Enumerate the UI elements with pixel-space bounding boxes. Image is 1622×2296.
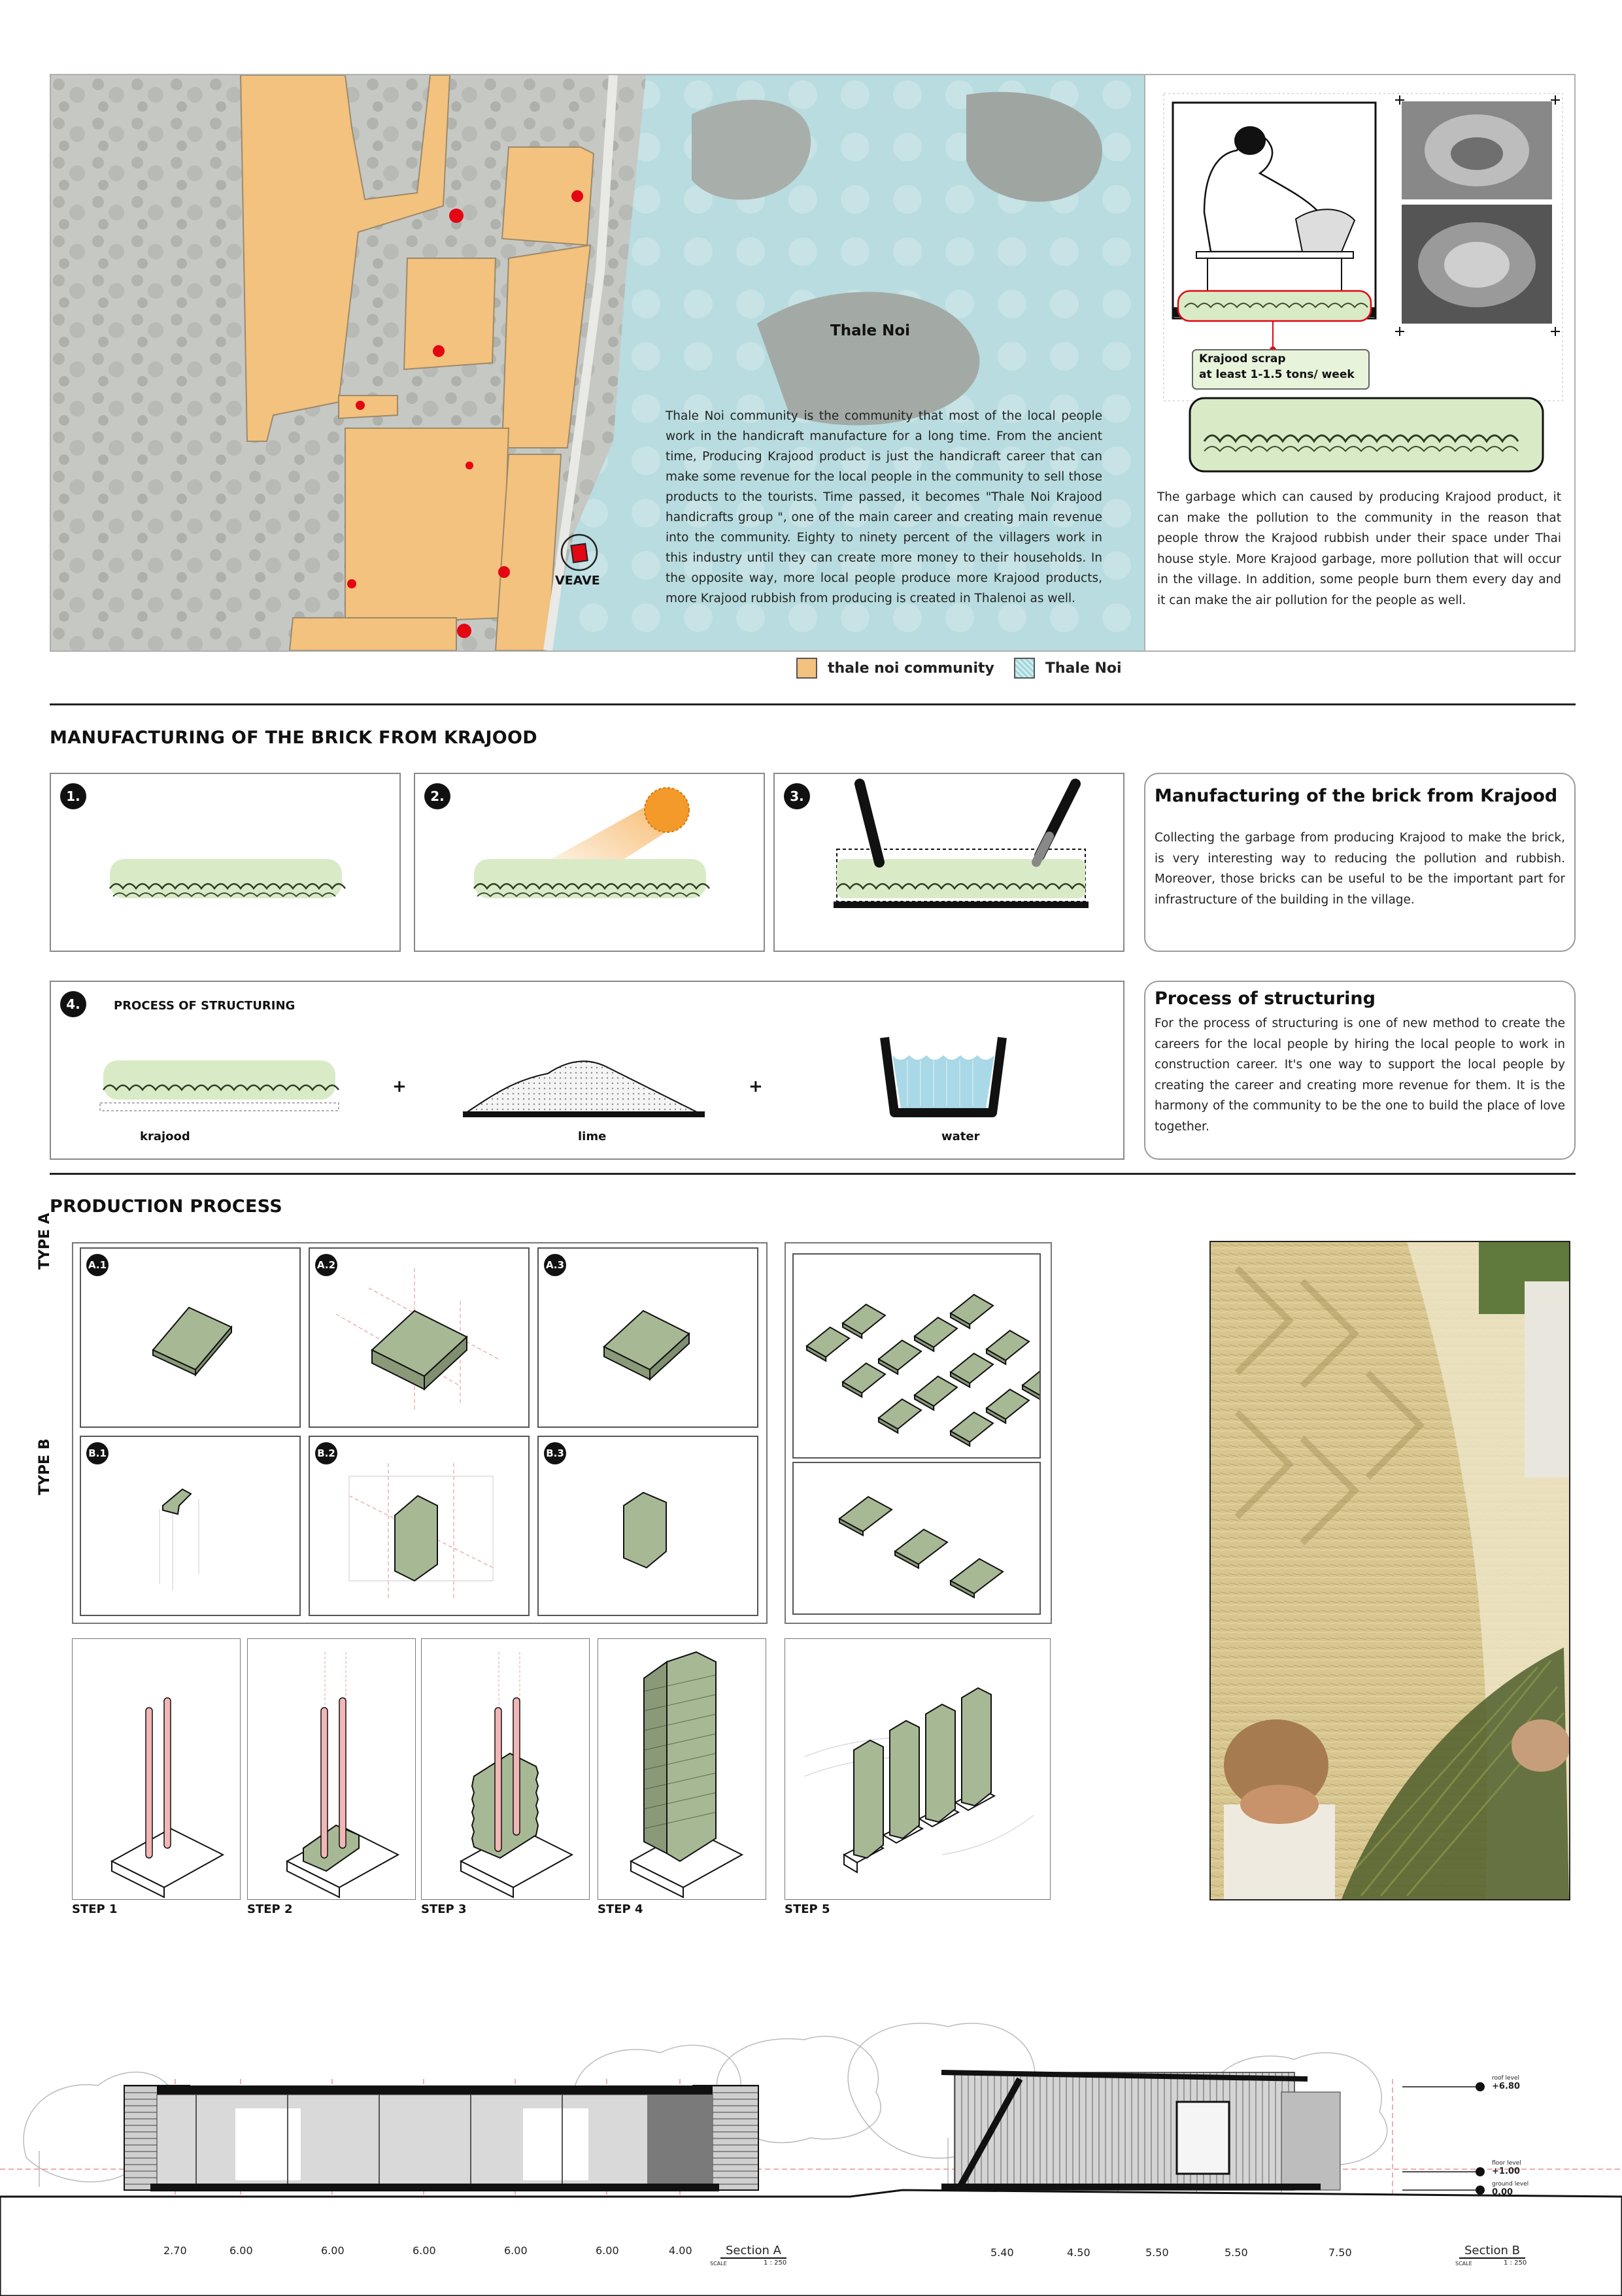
divider-2	[50, 1173, 1576, 1175]
b1-badge: B.1	[86, 1442, 109, 1464]
brick-a1-icon	[81, 1249, 299, 1427]
step-1-badge: 1.	[60, 783, 86, 809]
module-a1	[80, 1247, 301, 1428]
map-legend	[796, 657, 1122, 679]
manufacturing-title: MANUFACTURING OF THE BRICK FROM KRAJOOD	[50, 728, 538, 748]
veave-label: VEAVE	[555, 573, 600, 588]
legend-community-label: thale noi community	[828, 660, 994, 677]
ingredient-krajood: krajood	[140, 1130, 190, 1143]
structuring-label: PROCESS OF STRUCTURING	[114, 999, 296, 1013]
legend-lake-label: Thale Noi	[1045, 660, 1122, 677]
a1-badge: A.1	[86, 1254, 109, 1276]
step3-stacking-icon	[422, 1639, 589, 1899]
roof-level-name: roof level	[1492, 2075, 1519, 2082]
section-b-dim: 5.40	[990, 2246, 1014, 2259]
section-b-dim: 7.50	[1328, 2246, 1352, 2259]
section-b-dim: 5.50	[1145, 2246, 1169, 2259]
roof-level-value: +6.80	[1492, 2082, 1520, 2091]
section-a-dim: 4.00	[669, 2244, 692, 2257]
divider-1	[50, 703, 1576, 705]
module-a3	[537, 1247, 758, 1428]
garbage-description: The garbage which can caused by producing Krajood product, it can make the pollution to the community in the reason that people throw the Krajood rubbish under their space under Thai house style. More Krajood garbage, more pollution that will occur in the village. In addition, some people burn them every day and it can make the air pollution for the people as well.	[1157, 490, 1561, 607]
step4-drawing	[598, 1638, 766, 1900]
step-2-badge: 2.	[424, 783, 450, 809]
ground-level-value: 0.00	[1492, 2187, 1513, 2197]
step-3-panel	[773, 773, 1124, 952]
a3-badge: A.3	[544, 1254, 566, 1276]
plus-sign-2: +	[749, 1077, 763, 1096]
plus-sign-1: +	[392, 1077, 407, 1096]
module-a2	[309, 1247, 530, 1428]
step2-first-brick-icon	[248, 1639, 415, 1899]
section-a-title: Section A	[720, 2244, 786, 2259]
section-b-dim: 5.50	[1225, 2246, 1248, 2259]
section-b-title: Section B	[1459, 2244, 1525, 2259]
lake-label: Thale Noi	[830, 322, 911, 339]
garbage-panel	[1144, 74, 1576, 652]
krajood-pile-icon	[51, 774, 399, 951]
type-b-label: TYPE B	[37, 1438, 53, 1495]
teal-swatch-icon	[1014, 658, 1035, 679]
b2-badge: B.2	[315, 1442, 337, 1464]
step5-wall-icon	[785, 1639, 1050, 1899]
orange-swatch-icon	[796, 658, 817, 679]
section-b-dim: 4.50	[1067, 2246, 1090, 2259]
section-a-scale: 1 : 250	[764, 2259, 787, 2267]
b3-badge: B.3	[544, 1442, 566, 1464]
step1-rebar-icon	[73, 1639, 240, 1899]
ground-level-name: ground level	[1492, 2181, 1529, 2187]
step2-label: STEP 2	[247, 1902, 293, 1916]
structuring-card-text: For the process of structuring is one of new method to create the careers for the local people by hiring the local people to work in construction career. It's one way to support the local people by creating the career and creating more revenue for them. It is the harmony of the community to be the one to build the place of love together.	[1155, 1017, 1565, 1134]
step-4-panel	[50, 981, 1124, 1160]
section-a-dim: 6.00	[229, 2244, 253, 2257]
step1-label: STEP 1	[72, 1902, 118, 1916]
floor-level-name: floor level	[1492, 2160, 1521, 2167]
step1-drawing	[72, 1638, 241, 1900]
section-b-scale: 1 : 250	[1504, 2259, 1527, 2267]
section-a-dim: 6.00	[321, 2244, 345, 2257]
section-a-dim: 6.00	[596, 2244, 619, 2257]
sun-drying-icon	[415, 774, 764, 951]
structuring-card-title: Process of structuring	[1155, 988, 1376, 1009]
brick-b1-icon	[81, 1437, 299, 1615]
section-a-scale-label: SCALE	[710, 2261, 727, 2267]
brick-a2-icon	[310, 1249, 528, 1427]
brick-b2-icon	[310, 1437, 528, 1615]
a2-badge: A.2	[315, 1254, 337, 1276]
section-a-dim: 6.00	[413, 2244, 436, 2257]
module-b3	[537, 1436, 758, 1616]
type-a-label: TYPE A	[37, 1213, 53, 1270]
scrap-callout-line1: Krajood scrap	[1199, 352, 1286, 365]
step5-label: STEP 5	[785, 1902, 830, 1916]
manufacturing-card-text: Collecting the garbage from producing Krajood to make the brick, is very interesting way to reducing the pollution and rubbish. Moreover, those bricks can be useful to be the important part for infrastructure of the building in the village.	[1155, 831, 1565, 907]
brick-b3-icon	[539, 1437, 757, 1615]
manufacturing-card-title: Manufacturing of the brick from Krajood	[1155, 786, 1558, 806]
section-b-scale-label: SCALE	[1455, 2261, 1472, 2267]
manufacturing-card	[1144, 773, 1576, 952]
module-b2	[309, 1436, 530, 1616]
production-title: PRODUCTION PROCESS	[50, 1196, 282, 1217]
wall-photo-illustration	[1211, 1242, 1569, 1899]
step4-column-icon	[598, 1639, 766, 1899]
step2-drawing	[247, 1638, 416, 1900]
community-description: Thale Noi community is the community that most of the local people work in the handicraft manufacture for a long time. From the ancient time, Producing Krajood product is just the handicraft career that can make some revenue for the local people in the community to sell those products to the tourists. Time passed, it becomes "Thale Noi Krajood handicrafts group ", one of the main career and creating main revenue into the community. Eighty to ninety percent of the villagers work in this industry until they can create more money to their households. In the opposite way, more local people produce more Krajood products, more Krajood rubbish from producing is created in Thalenoi as well.	[666, 409, 1102, 605]
brick-grid-icon	[794, 1255, 1039, 1457]
step-1-panel	[50, 773, 401, 952]
section-a-dim: 2.70	[163, 2244, 187, 2257]
structuring-card	[1144, 981, 1576, 1160]
step-3-badge: 3.	[784, 783, 810, 809]
section-a-dim: 6.00	[504, 2244, 528, 2257]
krajood-wall-photo	[1209, 1241, 1570, 1900]
mixing-icon	[775, 774, 1123, 951]
step5-drawing	[785, 1638, 1051, 1900]
step3-drawing	[421, 1638, 590, 1900]
ingredient-water: water	[941, 1130, 980, 1143]
floor-level-value: +1.00	[1492, 2167, 1520, 2176]
scrap-callout-line2: at least 1-1.5 tons/ week	[1199, 368, 1355, 381]
module-b1	[80, 1436, 301, 1616]
brick-layout-grid	[792, 1253, 1041, 1459]
ingredient-lime: lime	[578, 1130, 607, 1143]
step3-label: STEP 3	[421, 1902, 467, 1916]
brick-a3-icon	[539, 1249, 757, 1427]
brick-row-icon	[794, 1463, 1039, 1613]
step-2-panel	[414, 773, 765, 952]
step-4-badge: 4.	[60, 991, 86, 1017]
garbage-illustration	[1145, 75, 1574, 481]
site-map-panel	[50, 74, 1156, 652]
step4-label: STEP 4	[598, 1902, 643, 1916]
brick-row-layout	[792, 1462, 1041, 1615]
